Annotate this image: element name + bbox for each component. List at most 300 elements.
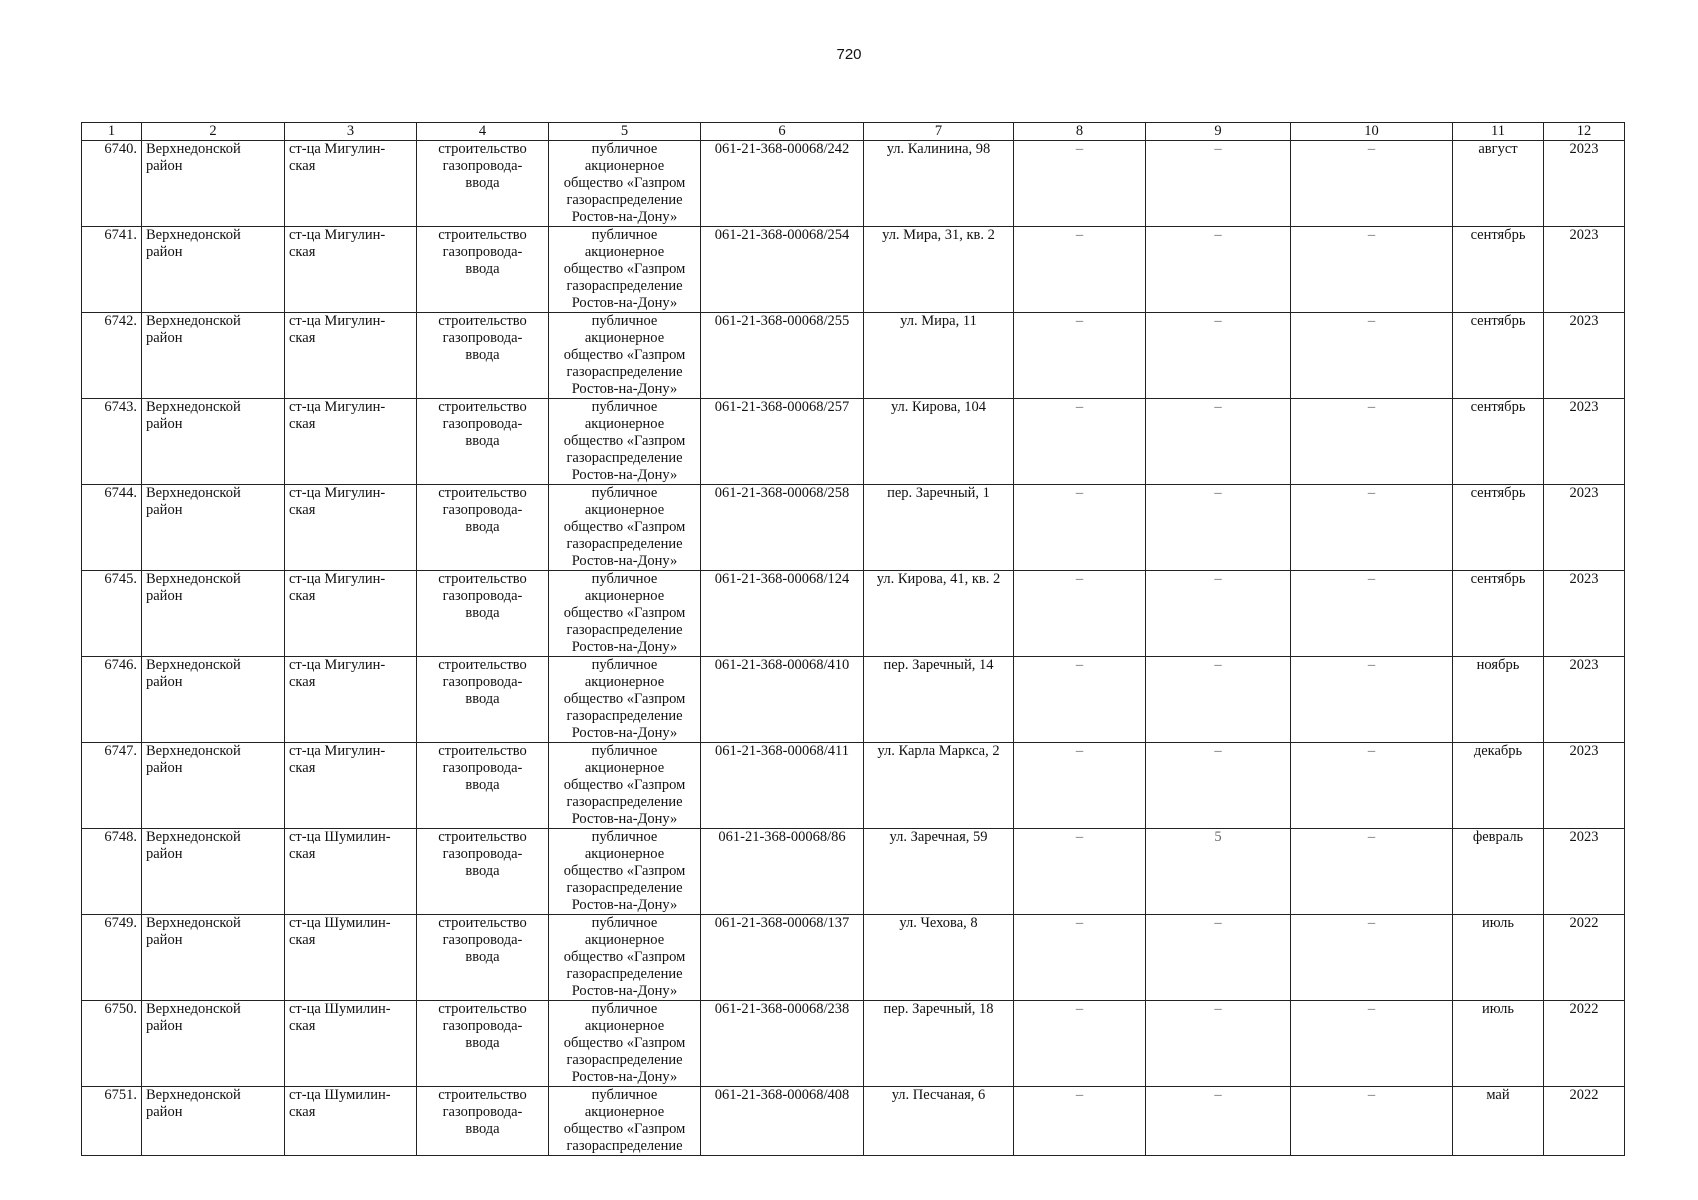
organization-cell-line: акционерное bbox=[584, 1018, 665, 1034]
organization-cell-line: акционерное bbox=[584, 158, 665, 174]
column-header: 9 bbox=[1146, 123, 1291, 141]
organization-cell-line: общество «Газпром bbox=[563, 691, 686, 707]
district-cell-line: район bbox=[146, 244, 183, 260]
work-type-cell-line: строительство bbox=[438, 571, 527, 587]
work-type-cell-line: газопровода- bbox=[442, 588, 523, 604]
row-number: 6748. bbox=[82, 829, 142, 915]
address-cell: пер. Заречный, 18 bbox=[864, 1001, 1014, 1087]
district-cell-line: район bbox=[146, 846, 183, 862]
work-type-cell-line: ввода bbox=[465, 1035, 500, 1051]
project-code-cell: 061-21-368-00068/254 bbox=[701, 227, 864, 313]
work-type-cell-line: ввода bbox=[465, 519, 500, 535]
settlement-cell bbox=[285, 657, 417, 743]
organization-cell-line: публичное bbox=[591, 313, 658, 329]
organization-cell-line: Ростов-на-Дону» bbox=[571, 295, 678, 311]
year-cell: 2022 bbox=[1544, 915, 1625, 1001]
project-code-cell: 061-21-368-00068/258 bbox=[701, 485, 864, 571]
organization-cell-line: газораспределение bbox=[566, 966, 683, 982]
address-cell: ул. Калинина, 98 bbox=[864, 141, 1014, 227]
district-cell bbox=[142, 743, 285, 829]
column-9-cell: – bbox=[1146, 915, 1291, 1001]
organization-cell-line: газораспределение bbox=[566, 364, 683, 380]
month-cell: сентябрь bbox=[1453, 571, 1544, 657]
work-type-cell-line: строительство bbox=[438, 915, 527, 931]
organization-cell bbox=[549, 313, 701, 399]
column-10-cell: – bbox=[1291, 915, 1453, 1001]
column-9-cell: – bbox=[1146, 313, 1291, 399]
row-number: 6743. bbox=[82, 399, 142, 485]
work-type-cell-line: газопровода- bbox=[442, 244, 523, 260]
district-cell-line: Верхнедонской bbox=[146, 657, 241, 673]
settlement-cell-line: ская bbox=[289, 1104, 316, 1120]
address-cell: ул. Карла Маркса, 2 bbox=[864, 743, 1014, 829]
year-cell: 2023 bbox=[1544, 657, 1625, 743]
column-header: 2 bbox=[142, 123, 285, 141]
district-cell-line: Верхнедонской bbox=[146, 485, 241, 501]
column-8-cell: – bbox=[1014, 571, 1146, 657]
row-number: 6746. bbox=[82, 657, 142, 743]
settlement-cell bbox=[285, 571, 417, 657]
organization-cell-line: газораспределение bbox=[566, 1138, 683, 1154]
year-cell: 2023 bbox=[1544, 313, 1625, 399]
column-header: 10 bbox=[1291, 123, 1453, 141]
column-header: 8 bbox=[1014, 123, 1146, 141]
column-9-cell: – bbox=[1146, 485, 1291, 571]
month-cell: сентябрь bbox=[1453, 485, 1544, 571]
settlement-cell-line: ская bbox=[289, 846, 316, 862]
work-type-cell-line: ввода bbox=[465, 347, 500, 363]
district-cell-line: Верхнедонской bbox=[146, 227, 241, 243]
organization-cell-line: газораспределение bbox=[566, 622, 683, 638]
registry-table bbox=[81, 122, 1625, 1156]
work-type-cell bbox=[417, 571, 549, 657]
column-8-cell: – bbox=[1014, 141, 1146, 227]
district-cell-line: район bbox=[146, 158, 183, 174]
year-cell: 2023 bbox=[1544, 141, 1625, 227]
settlement-cell-line: ст-ца Шумилин- bbox=[289, 915, 391, 931]
organization-cell-line: акционерное bbox=[584, 244, 665, 260]
organization-cell-line: газораспределение bbox=[566, 450, 683, 466]
address-cell: ул. Мира, 11 bbox=[864, 313, 1014, 399]
column-8-cell: – bbox=[1014, 485, 1146, 571]
district-cell bbox=[142, 141, 285, 227]
column-8-cell: – bbox=[1014, 829, 1146, 915]
work-type-cell-line: газопровода- bbox=[442, 416, 523, 432]
work-type-cell-line: строительство bbox=[438, 141, 527, 157]
district-cell bbox=[142, 1001, 285, 1087]
column-9-cell: – bbox=[1146, 1087, 1291, 1156]
settlement-cell bbox=[285, 1087, 417, 1156]
work-type-cell-line: ввода bbox=[465, 1121, 500, 1137]
organization-cell-line: газораспределение bbox=[566, 708, 683, 724]
work-type-cell bbox=[417, 829, 549, 915]
organization-cell-line: публичное bbox=[591, 1087, 658, 1103]
project-code-cell: 061-21-368-00068/411 bbox=[701, 743, 864, 829]
work-type-cell-line: строительство bbox=[438, 313, 527, 329]
settlement-cell bbox=[285, 915, 417, 1001]
registry-body bbox=[82, 141, 1625, 1156]
organization-cell-line: газораспределение bbox=[566, 880, 683, 896]
settlement-cell-line: ст-ца Мигулин- bbox=[289, 141, 386, 157]
organization-cell-line: публичное bbox=[591, 915, 658, 931]
district-cell bbox=[142, 657, 285, 743]
month-cell: ноябрь bbox=[1453, 657, 1544, 743]
organization-cell bbox=[549, 915, 701, 1001]
work-type-cell-line: ввода bbox=[465, 691, 500, 707]
column-9-cell: – bbox=[1146, 743, 1291, 829]
table-row bbox=[82, 485, 1625, 571]
settlement-cell-line: ст-ца Шумилин- bbox=[289, 1001, 391, 1017]
organization-cell-line: газораспределение bbox=[566, 1052, 683, 1068]
settlement-cell bbox=[285, 227, 417, 313]
column-8-cell: – bbox=[1014, 915, 1146, 1001]
column-number-header-row bbox=[82, 123, 1625, 141]
settlement-cell bbox=[285, 399, 417, 485]
settlement-cell-line: ст-ца Мигулин- bbox=[289, 657, 386, 673]
organization-cell-line: Ростов-на-Дону» bbox=[571, 1069, 678, 1085]
organization-cell bbox=[549, 485, 701, 571]
project-code-cell: 061-21-368-00068/124 bbox=[701, 571, 864, 657]
organization-cell-line: публичное bbox=[591, 227, 658, 243]
month-cell: сентябрь bbox=[1453, 227, 1544, 313]
organization-cell-line: Ростов-на-Дону» bbox=[571, 983, 678, 999]
organization-cell bbox=[549, 399, 701, 485]
organization-cell bbox=[549, 1001, 701, 1087]
organization-cell bbox=[549, 141, 701, 227]
organization-cell-line: акционерное bbox=[584, 330, 665, 346]
work-type-cell bbox=[417, 1087, 549, 1156]
district-cell-line: район bbox=[146, 330, 183, 346]
month-cell: сентябрь bbox=[1453, 399, 1544, 485]
district-cell-line: Верхнедонской bbox=[146, 399, 241, 415]
organization-cell-line: публичное bbox=[591, 399, 658, 415]
column-header: 5 bbox=[549, 123, 701, 141]
row-number: 6747. bbox=[82, 743, 142, 829]
work-type-cell-line: газопровода- bbox=[442, 1018, 523, 1034]
column-8-cell: – bbox=[1014, 657, 1146, 743]
address-cell: ул. Кирова, 41, кв. 2 bbox=[864, 571, 1014, 657]
organization-cell bbox=[549, 829, 701, 915]
organization-cell-line: акционерное bbox=[584, 760, 665, 776]
column-9-cell: – bbox=[1146, 141, 1291, 227]
address-cell: пер. Заречный, 1 bbox=[864, 485, 1014, 571]
project-code-cell: 061-21-368-00068/408 bbox=[701, 1087, 864, 1156]
row-number: 6745. bbox=[82, 571, 142, 657]
settlement-cell bbox=[285, 485, 417, 571]
column-10-cell: – bbox=[1291, 743, 1453, 829]
organization-cell-line: общество «Газпром bbox=[563, 777, 686, 793]
organization-cell-line: акционерное bbox=[584, 846, 665, 862]
settlement-cell-line: ская bbox=[289, 158, 316, 174]
address-cell: ул. Кирова, 104 bbox=[864, 399, 1014, 485]
work-type-cell bbox=[417, 227, 549, 313]
settlement-cell bbox=[285, 743, 417, 829]
organization-cell-line: газораспределение bbox=[566, 794, 683, 810]
column-10-cell: – bbox=[1291, 399, 1453, 485]
organization-cell bbox=[549, 227, 701, 313]
column-8-cell: – bbox=[1014, 399, 1146, 485]
address-cell: ул. Чехова, 8 bbox=[864, 915, 1014, 1001]
settlement-cell bbox=[285, 313, 417, 399]
row-number: 6740. bbox=[82, 141, 142, 227]
work-type-cell-line: строительство bbox=[438, 399, 527, 415]
organization-cell-line: общество «Газпром bbox=[563, 1035, 686, 1051]
district-cell bbox=[142, 227, 285, 313]
column-8-cell: – bbox=[1014, 1001, 1146, 1087]
district-cell bbox=[142, 1087, 285, 1156]
work-type-cell-line: ввода bbox=[465, 433, 500, 449]
settlement-cell bbox=[285, 1001, 417, 1087]
district-cell-line: район bbox=[146, 674, 183, 690]
address-cell: пер. Заречный, 14 bbox=[864, 657, 1014, 743]
organization-cell-line: акционерное bbox=[584, 416, 665, 432]
row-number: 6742. bbox=[82, 313, 142, 399]
settlement-cell-line: ская bbox=[289, 932, 316, 948]
district-cell-line: район bbox=[146, 1104, 183, 1120]
district-cell bbox=[142, 485, 285, 571]
project-code-cell: 061-21-368-00068/137 bbox=[701, 915, 864, 1001]
organization-cell-line: газораспределение bbox=[566, 278, 683, 294]
organization-cell-line: общество «Газпром bbox=[563, 347, 686, 363]
district-cell-line: Верхнедонской bbox=[146, 1001, 241, 1017]
settlement-cell-line: ст-ца Мигулин- bbox=[289, 227, 386, 243]
organization-cell-line: Ростов-на-Дону» bbox=[571, 209, 678, 225]
district-cell-line: Верхнедонской bbox=[146, 141, 241, 157]
year-cell: 2023 bbox=[1544, 571, 1625, 657]
district-cell-line: район bbox=[146, 760, 183, 776]
month-cell: февраль bbox=[1453, 829, 1544, 915]
column-header: 11 bbox=[1453, 123, 1544, 141]
settlement-cell-line: ст-ца Мигулин- bbox=[289, 485, 386, 501]
work-type-cell-line: газопровода- bbox=[442, 760, 523, 776]
district-cell-line: район bbox=[146, 588, 183, 604]
settlement-cell-line: ская bbox=[289, 674, 316, 690]
column-10-cell: – bbox=[1291, 657, 1453, 743]
address-cell: ул. Заречная, 59 bbox=[864, 829, 1014, 915]
work-type-cell-line: ввода bbox=[465, 863, 500, 879]
district-cell bbox=[142, 571, 285, 657]
organization-cell-line: Ростов-на-Дону» bbox=[571, 381, 678, 397]
organization-cell-line: Ростов-на-Дону» bbox=[571, 639, 678, 655]
table-row bbox=[82, 399, 1625, 485]
table-row bbox=[82, 657, 1625, 743]
column-9-cell: – bbox=[1146, 227, 1291, 313]
month-cell: июль bbox=[1453, 1001, 1544, 1087]
year-cell: 2023 bbox=[1544, 485, 1625, 571]
column-8-cell: – bbox=[1014, 227, 1146, 313]
column-10-cell: – bbox=[1291, 141, 1453, 227]
year-cell: 2023 bbox=[1544, 743, 1625, 829]
organization-cell-line: Ростов-на-Дону» bbox=[571, 725, 678, 741]
settlement-cell-line: ст-ца Мигулин- bbox=[289, 399, 386, 415]
settlement-cell-line: ст-ца Мигулин- bbox=[289, 313, 386, 329]
project-code-cell: 061-21-368-00068/255 bbox=[701, 313, 864, 399]
work-type-cell-line: газопровода- bbox=[442, 932, 523, 948]
project-code-cell: 061-21-368-00068/238 bbox=[701, 1001, 864, 1087]
work-type-cell bbox=[417, 1001, 549, 1087]
column-8-cell: – bbox=[1014, 313, 1146, 399]
organization-cell bbox=[549, 743, 701, 829]
organization-cell-line: публичное bbox=[591, 829, 658, 845]
table-row bbox=[82, 829, 1625, 915]
settlement-cell-line: ст-ца Мигулин- bbox=[289, 571, 386, 587]
organization-cell bbox=[549, 1087, 701, 1156]
table-row bbox=[82, 1087, 1625, 1156]
organization-cell-line: общество «Газпром bbox=[563, 433, 686, 449]
work-type-cell bbox=[417, 657, 549, 743]
project-code-cell: 061-21-368-00068/86 bbox=[701, 829, 864, 915]
work-type-cell bbox=[417, 743, 549, 829]
column-10-cell: – bbox=[1291, 829, 1453, 915]
organization-cell-line: общество «Газпром bbox=[563, 863, 686, 879]
project-code-cell: 061-21-368-00068/242 bbox=[701, 141, 864, 227]
column-header: 12 bbox=[1544, 123, 1625, 141]
column-10-cell: – bbox=[1291, 313, 1453, 399]
settlement-cell-line: ст-ца Шумилин- bbox=[289, 1087, 391, 1103]
settlement-cell-line: ская bbox=[289, 330, 316, 346]
table-row bbox=[82, 915, 1625, 1001]
month-cell: август bbox=[1453, 141, 1544, 227]
organization-cell-line: общество «Газпром bbox=[563, 261, 686, 277]
year-cell: 2022 bbox=[1544, 1001, 1625, 1087]
organization-cell-line: публичное bbox=[591, 141, 658, 157]
organization-cell-line: газораспределение bbox=[566, 536, 683, 552]
organization-cell-line: публичное bbox=[591, 743, 658, 759]
column-10-cell: – bbox=[1291, 1087, 1453, 1156]
work-type-cell-line: строительство bbox=[438, 485, 527, 501]
work-type-cell-line: строительство bbox=[438, 1087, 527, 1103]
column-8-cell: – bbox=[1014, 743, 1146, 829]
work-type-cell-line: газопровода- bbox=[442, 158, 523, 174]
column-header: 6 bbox=[701, 123, 864, 141]
table-row bbox=[82, 743, 1625, 829]
organization-cell-line: Ростов-на-Дону» bbox=[571, 553, 678, 569]
column-header: 7 bbox=[864, 123, 1014, 141]
work-type-cell bbox=[417, 485, 549, 571]
work-type-cell-line: строительство bbox=[438, 829, 527, 845]
organization-cell-line: общество «Газпром bbox=[563, 605, 686, 621]
district-cell-line: Верхнедонской bbox=[146, 829, 241, 845]
settlement-cell-line: ская bbox=[289, 502, 316, 518]
work-type-cell-line: ввода bbox=[465, 777, 500, 793]
organization-cell bbox=[549, 571, 701, 657]
address-cell: ул. Мира, 31, кв. 2 bbox=[864, 227, 1014, 313]
work-type-cell bbox=[417, 313, 549, 399]
district-cell bbox=[142, 829, 285, 915]
settlement-cell bbox=[285, 141, 417, 227]
address-cell: ул. Песчаная, 6 bbox=[864, 1087, 1014, 1156]
organization-cell-line: акционерное bbox=[584, 502, 665, 518]
district-cell-line: Верхнедонской bbox=[146, 1087, 241, 1103]
organization-cell-line: общество «Газпром bbox=[563, 519, 686, 535]
month-cell: июль bbox=[1453, 915, 1544, 1001]
organization-cell-line: Ростов-на-Дону» bbox=[571, 897, 678, 913]
work-type-cell bbox=[417, 399, 549, 485]
settlement-cell-line: ст-ца Мигулин- bbox=[289, 743, 386, 759]
column-10-cell: – bbox=[1291, 571, 1453, 657]
work-type-cell-line: строительство bbox=[438, 743, 527, 759]
organization-cell-line: публичное bbox=[591, 571, 658, 587]
district-cell-line: Верхнедонской bbox=[146, 571, 241, 587]
table-row bbox=[82, 227, 1625, 313]
settlement-cell-line: ская bbox=[289, 1018, 316, 1034]
work-type-cell-line: газопровода- bbox=[442, 330, 523, 346]
column-9-cell: – bbox=[1146, 657, 1291, 743]
work-type-cell-line: газопровода- bbox=[442, 674, 523, 690]
table-row bbox=[82, 313, 1625, 399]
organization-cell-line: акционерное bbox=[584, 932, 665, 948]
settlement-cell-line: ская bbox=[289, 760, 316, 776]
table-row bbox=[82, 571, 1625, 657]
project-code-cell: 061-21-368-00068/410 bbox=[701, 657, 864, 743]
column-9-cell: – bbox=[1146, 399, 1291, 485]
settlement-cell-line: ская bbox=[289, 416, 316, 432]
settlement-cell-line: ская bbox=[289, 588, 316, 604]
work-type-cell-line: ввода bbox=[465, 605, 500, 621]
district-cell bbox=[142, 915, 285, 1001]
column-9-cell: – bbox=[1146, 1001, 1291, 1087]
work-type-cell-line: газопровода- bbox=[442, 502, 523, 518]
settlement-cell-line: ская bbox=[289, 244, 316, 260]
district-cell-line: район bbox=[146, 502, 183, 518]
organization-cell-line: публичное bbox=[591, 485, 658, 501]
column-header: 1 bbox=[82, 123, 142, 141]
column-header: 4 bbox=[417, 123, 549, 141]
district-cell bbox=[142, 399, 285, 485]
year-cell: 2023 bbox=[1544, 399, 1625, 485]
table-row bbox=[82, 141, 1625, 227]
row-number: 6741. bbox=[82, 227, 142, 313]
district-cell-line: район bbox=[146, 416, 183, 432]
year-cell: 2022 bbox=[1544, 1087, 1625, 1156]
row-number: 6750. bbox=[82, 1001, 142, 1087]
row-number: 6744. bbox=[82, 485, 142, 571]
row-number: 6751. bbox=[82, 1087, 142, 1156]
work-type-cell-line: строительство bbox=[438, 227, 527, 243]
column-10-cell: – bbox=[1291, 227, 1453, 313]
column-10-cell: – bbox=[1291, 1001, 1453, 1087]
settlement-cell-line: ст-ца Шумилин- bbox=[289, 829, 391, 845]
district-cell-line: Верхнедонской bbox=[146, 743, 241, 759]
district-cell bbox=[142, 313, 285, 399]
work-type-cell-line: газопровода- bbox=[442, 846, 523, 862]
organization-cell-line: акционерное bbox=[584, 588, 665, 604]
settlement-cell bbox=[285, 829, 417, 915]
organization-cell-line: акционерное bbox=[584, 674, 665, 690]
month-cell: сентябрь bbox=[1453, 313, 1544, 399]
column-9-cell: – bbox=[1146, 571, 1291, 657]
work-type-cell bbox=[417, 915, 549, 1001]
column-10-cell: – bbox=[1291, 485, 1453, 571]
work-type-cell-line: строительство bbox=[438, 1001, 527, 1017]
work-type-cell-line: газопровода- bbox=[442, 1104, 523, 1120]
district-cell-line: Верхнедонской bbox=[146, 313, 241, 329]
district-cell-line: район bbox=[146, 932, 183, 948]
organization-cell-line: общество «Газпром bbox=[563, 949, 686, 965]
page-number: 720 bbox=[836, 46, 862, 63]
year-cell: 2023 bbox=[1544, 227, 1625, 313]
organization-cell-line: Ростов-на-Дону» bbox=[571, 811, 678, 827]
row-number: 6749. bbox=[82, 915, 142, 1001]
work-type-cell-line: строительство bbox=[438, 657, 527, 673]
table-row bbox=[82, 1001, 1625, 1087]
organization-cell-line: газораспределение bbox=[566, 192, 683, 208]
district-cell-line: Верхнедонской bbox=[146, 915, 241, 931]
organization-cell-line: публичное bbox=[591, 657, 658, 673]
column-9-cell: 5 bbox=[1146, 829, 1291, 915]
district-cell-line: район bbox=[146, 1018, 183, 1034]
column-8-cell: – bbox=[1014, 1087, 1146, 1156]
